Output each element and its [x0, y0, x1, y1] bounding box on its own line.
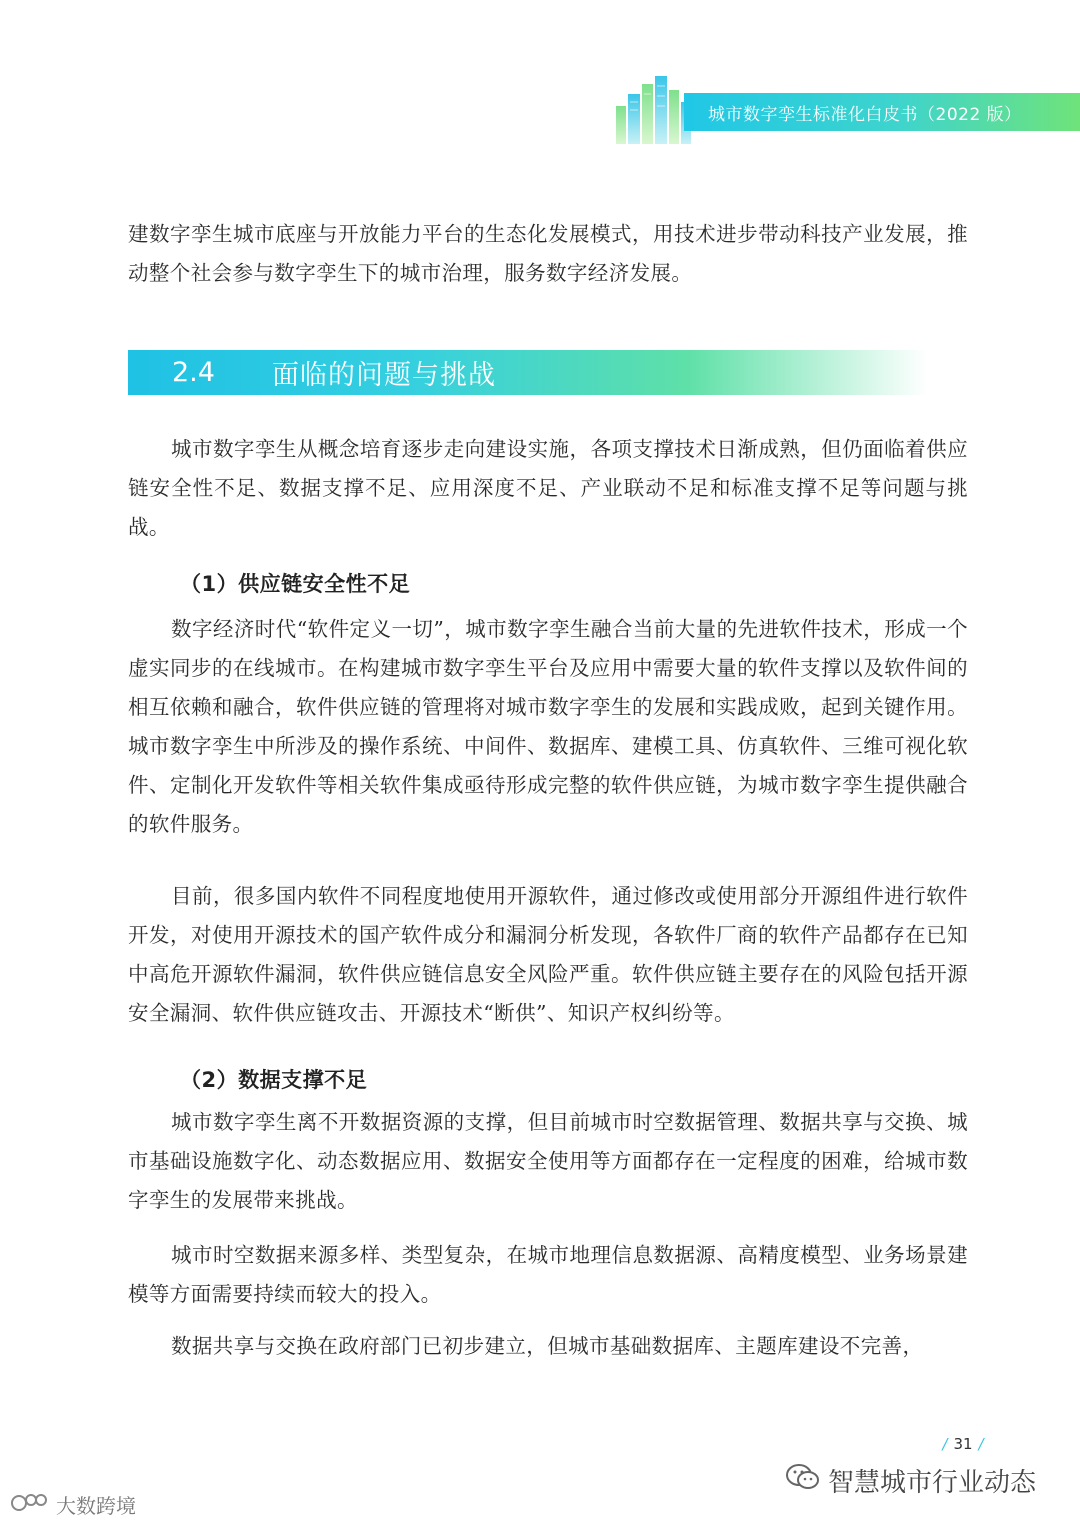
watermark-right-text: 智慧城市行业动态 — [828, 1468, 1037, 1498]
watermark-right — [786, 1462, 1036, 1499]
section-title: 面临的问题与挑战 — [272, 360, 496, 391]
subsection-1-paragraph-1: 数字经济时代“软件定义一切”，城市数字孪生融合当前大量的先进软件技术，形成一个虚实同步的在线城市。在构建城市数字孪生平台及应用中需要大量的软件支撑以及软件间的相互依赖和融合，软件供应链的管理将对城市数字孪生的发展和实践成败，起到关键作用。城市数字孪生中所涉及的操作系统、中间件、数据库、建模工具、仿真软件、三维可视化软件、定制化开发软件等相关软件集成亟待形成完整的软件供应链，为城市数字孪生提供融合的软件服务。 — [128, 617, 968, 836]
header-banner — [684, 93, 1080, 131]
header-title: 城市数字孪生标准化白皮书（2022 版） — [708, 104, 1022, 125]
subsection-1-paragraph-2: 目前，很多国内软件不同程度地使用开源软件，通过修改或使用部分开源组件进行软件开发，对使用开源技术的国产软件成分和漏洞分析发现，各软件厂商的软件产品都存在已知中高危开源软件漏洞，软件供应链信息安全风险严重。软件供应链主要存在的风险包括开源安全漏洞、软件供应链攻击、开源技术“断供”、知识产权纠纷等。 — [128, 884, 968, 1025]
subsection-heading-1: （1）供应链安全性不足 — [180, 572, 411, 596]
intro-paragraph: 建数字孪生城市底座与开放能力平台的生态化发展模式，用技术进步带动科技产业发展，推动整个社会参与数字孪生下的城市治理，服务数字经济发展。 — [128, 222, 968, 285]
subsection-heading-2: （2）数据支撑不足 — [180, 1068, 368, 1092]
section-intro-paragraph: 城市数字孪生从概念培育逐步走向建设实施，各项支撑技术日渐成熟，但仍面临着供应链安全性不足、数据支撑不足、应用深度不足、产业联动不足和标准支撑不足等问题与挑战。 — [128, 437, 968, 539]
subsection-2-paragraph-1: 城市数字孪生离不开数据资源的支撑，但目前城市时空数据管理、数据共享与交换、城市基础设施数字化、动态数据应用、数据安全使用等方面都存在一定程度的困难，给城市数字孪生的发展带来挑战。 — [128, 1110, 968, 1212]
subsection-2-paragraph-3: 数据共享与交换在政府部门已初步建立，但城市基础数据库、主题库建设不完善， — [171, 1334, 924, 1358]
city-buildings-icon — [614, 76, 694, 144]
dashu-logo-icon — [10, 1490, 50, 1519]
subsection-2-paragraph-2: 城市时空数据来源多样、类型复杂，在城市地理信息数据源、高精度模型、业务场景建模等方面需要持续而较大的投入。 — [128, 1243, 968, 1306]
watermark-left-text: 大数跨境 — [56, 1494, 136, 1518]
section-heading — [128, 350, 928, 395]
watermark-left — [10, 1490, 136, 1519]
wechat-icon — [786, 1463, 820, 1498]
page-number-value: 31 — [953, 1435, 973, 1453]
page-number: / 31 / — [942, 1435, 984, 1453]
section-number: 2.4 — [172, 357, 215, 388]
